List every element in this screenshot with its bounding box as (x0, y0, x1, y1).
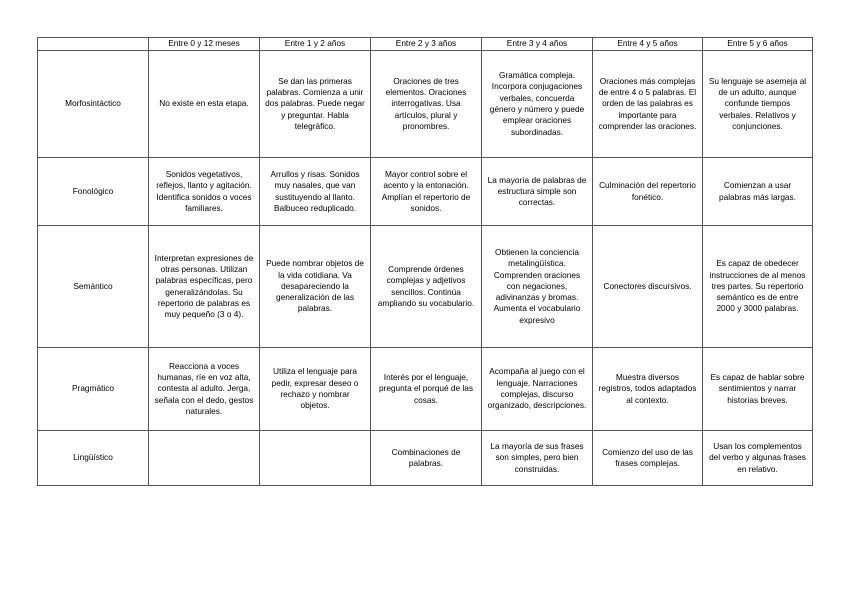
header-age-5-6-years: Entre 5 y 6 años (703, 38, 813, 51)
table-cell: Interpretan expresiones de otras personas. Utilizan palabras específicas, pero generalizándolas. Su repertorio de palabras es muy pequeño (3 o 4). (149, 226, 260, 348)
row-label: Morfosintáctico (38, 51, 149, 158)
row-morfosintactico (38, 51, 813, 158)
table-cell (149, 431, 260, 486)
header-age-4-5-years: Entre 4 y 5 años (593, 38, 703, 51)
header-row (38, 38, 813, 51)
row-pragmatico (38, 348, 813, 431)
table-cell: Es capaz de obedecer instrucciones de al menos tres partes. Su repertorio semántico es de entre 2000 y 3000 palabras. (703, 226, 813, 348)
table-cell: Obtienen la conciencia metalingüística. Comprenden oraciones con negaciones, adivinanzas y bromas. Aumenta el vocabulario expresivo (482, 226, 593, 348)
table-cell: La mayoría de sus frases son simples, pero bien construidas. (482, 431, 593, 486)
header-age-1-2-years: Entre 1 y 2 años (260, 38, 371, 51)
table-cell: Culminación del repertorio fonético. (593, 158, 703, 226)
table-cell: Comienzo del uso de las frases complejas. (593, 431, 703, 486)
row-label: Lingüístico (38, 431, 149, 486)
table-cell: Reacciona a voces humanas, ríe en voz alta, contesta al adulto. Jerga, señala con el dedo, gestos naturales. (149, 348, 260, 431)
row-fonologico (38, 158, 813, 226)
table-cell: Es capaz de hablar sobre sentimientos y narrar historias breves. (703, 348, 813, 431)
table-cell: Sonidos vegetativos, reflejos, llanto y agitación. Identifica sonidos o voces familiares. (149, 158, 260, 226)
table-cell: No existe en esta etapa. (149, 51, 260, 158)
header-age-2-3-years: Entre 2 y 3 años (371, 38, 482, 51)
row-label: Semántico (38, 226, 149, 348)
table-cell: Interés por el lenguaje, pregunta el porqué de las cosas. (371, 348, 482, 431)
table-cell: Su lenguaje se asemeja al de un adulto, aunque confunde tiempos verbales. Relativos y conjunciones. (703, 51, 813, 158)
table-cell: Oraciones más complejas de entre 4 o 5 palabras. El orden de las palabras es importante para comprender las oraciones. (593, 51, 703, 158)
table-cell: Oraciones de tres elementos. Oraciones interrogativas. Usa artículos, plural y pronombres. (371, 51, 482, 158)
table-cell: Gramática compleja. Incorpora conjugaciones verbales, concuerda género y número y puede emplear oraciones subordinadas. (482, 51, 593, 158)
table-cell: Acompaña al juego con el lenguaje. Narraciones complejas, discurso organizado, descripciones. (482, 348, 593, 431)
table-cell: La mayoría de palabras de estructura simple son correctas. (482, 158, 593, 226)
language-development-table (37, 37, 813, 486)
table-cell: Comprende órdenes complejas y adjetivos sencillos. Continúa ampliando su vocabulario. (371, 226, 482, 348)
row-linguistico (38, 431, 813, 486)
table-cell: Utiliza el lenguaje para pedir, expresar deseo o rechazo y nombrar objetos. (260, 348, 371, 431)
table-cell: Arrullos y risas. Sonidos muy nasales, que van sustituyendo al llanto. Balbuceo reduplicado. (260, 158, 371, 226)
header-age-3-4-years: Entre 3 y 4 años (482, 38, 593, 51)
row-semantico (38, 226, 813, 348)
table-cell: Mayor control sobre el acento y la entonación. Amplían el repertorio de sonidos. (371, 158, 482, 226)
table-cell: Se dan las primeras palabras. Comienza a unir dos palabras. Puede negar y preguntar. Habla telegráfico. (260, 51, 371, 158)
table-cell (260, 431, 371, 486)
row-label: Fonológico (38, 158, 149, 226)
table-cell: Puede nombrar objetos de la vida cotidiana. Va desapareciendo la generalización de las palabras. (260, 226, 371, 348)
table-cell: Usan los complementos del verbo y algunas frases en relativo. (703, 431, 813, 486)
header-empty (38, 38, 149, 51)
table-cell: Muestra diversos registros, todos adaptados al contexto. (593, 348, 703, 431)
header-age-0-12-months: Entre 0 y 12 meses (149, 38, 260, 51)
table-cell: Combinaciones de palabras. (371, 431, 482, 486)
table-cell: Comienzan a usar palabras más largas. (703, 158, 813, 226)
table-cell: Conectores discursivos. (593, 226, 703, 348)
row-label: Pragmático (38, 348, 149, 431)
